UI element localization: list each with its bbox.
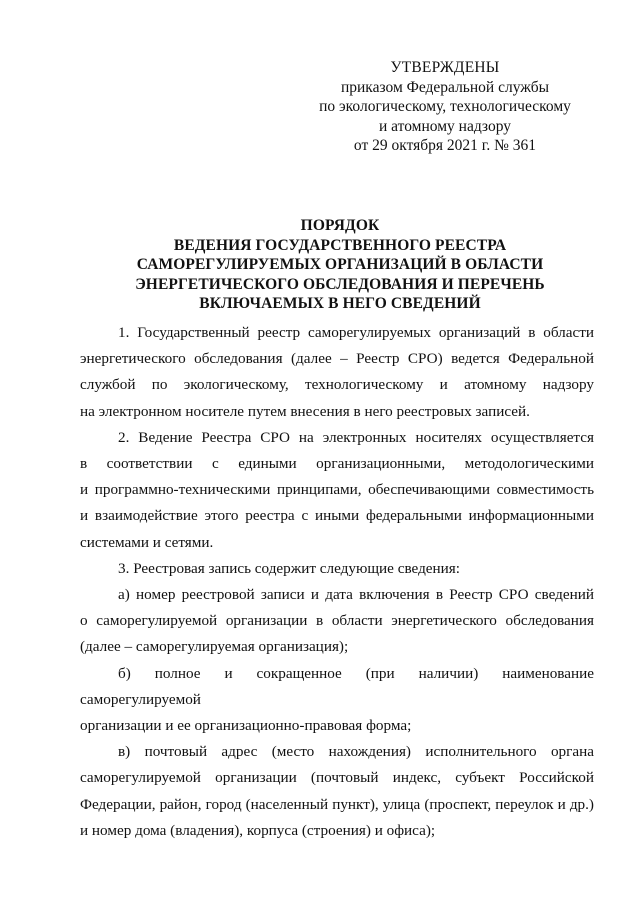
- paragraph-line: б) полное и сокращенное (при наличии) наименование саморегулируемой: [80, 664, 594, 708]
- title-line: ЭНЕРГЕТИЧЕСКОГО ОБСЛЕДОВАНИЯ И ПЕРЕЧЕНЬ: [135, 275, 545, 293]
- paragraph-3v: [80, 739, 594, 844]
- paragraph-line: (далее – саморегулируемая организация);: [80, 638, 349, 656]
- paragraph-line: и программно-техническими принципами, обеспечивающими совместимость: [80, 481, 594, 499]
- title-line: САМОРЕГУЛИРУЕМЫХ ОРГАНИЗАЦИЙ В ОБЛАСТИ: [136, 256, 544, 273]
- approval-issuer-line: приказом Федеральной службы: [340, 78, 550, 96]
- paragraph-line: 3. Реестровая запись содержит следующие сведения:: [118, 559, 460, 577]
- paragraph-2: [80, 425, 594, 556]
- approval-date-number: от 29 октября 2021 г. № 361: [353, 137, 537, 154]
- paragraph-line: в) почтовый адрес (место нахождения) исполнительного органа: [118, 743, 594, 761]
- paragraph-3: [80, 556, 594, 582]
- title-line: ВЕДЕНИЯ ГОСУДАРСТВЕННОГО РЕЕСТРА: [173, 236, 507, 254]
- approval-heading: УТВЕРЖДЕНЫ: [390, 59, 500, 76]
- document-title: [80, 216, 600, 314]
- paragraph-line: саморегулируемой организации (почтовый индекс, субъект Российской: [80, 769, 594, 787]
- paragraph-line: и взаимодействие этого реестра с иными федеральными информационными: [80, 507, 594, 525]
- paragraph-3b: [80, 661, 594, 740]
- paragraph-line: в соответствии с едиными организационными, методологическими: [80, 455, 594, 473]
- paragraph-line: о саморегулируемой организации в области энергетического обследования: [80, 612, 594, 630]
- paragraph-line: службой по экологическому, технологическому и атомному надзору: [80, 376, 594, 394]
- paragraph-3a: [80, 582, 594, 661]
- paragraph-line: 1. Государственный реестр саморегулируемых организаций в области: [118, 324, 594, 341]
- paragraph-1: [80, 320, 594, 425]
- approval-stamp: [300, 58, 590, 156]
- approval-issuer-line: по экологическому, технологическому: [319, 98, 571, 115]
- title-line: ПОРЯДОК: [300, 217, 380, 234]
- paragraph-line: 2. Ведение Реестра СРО на электронных носителях осуществляется: [118, 428, 594, 446]
- title-line: ВКЛЮЧАЕМЫХ В НЕГО СВЕДЕНИЙ: [199, 295, 481, 312]
- document-body: [80, 320, 594, 844]
- paragraph-line: на электронном носителе путем внесения в него реестровых записей.: [80, 402, 530, 420]
- paragraph-line: и номер дома (владения), корпуса (строения) и офиса);: [80, 821, 436, 839]
- paragraph-line: энергетического обследования (далее – Реестр СРО) ведется Федеральной: [80, 350, 594, 368]
- paragraph-line: системами и сетями.: [80, 533, 214, 551]
- paragraph-line: а) номер реестровой записи и дата включения в Реестр СРО сведений: [118, 586, 594, 604]
- paragraph-line: организации и ее организационно-правовая форма;: [80, 717, 412, 735]
- approval-issuer-line: и атомному надзору: [379, 117, 511, 135]
- paragraph-line: Федерации, район, город (населенный пункт), улица (проспект, переулок и др.): [80, 795, 594, 813]
